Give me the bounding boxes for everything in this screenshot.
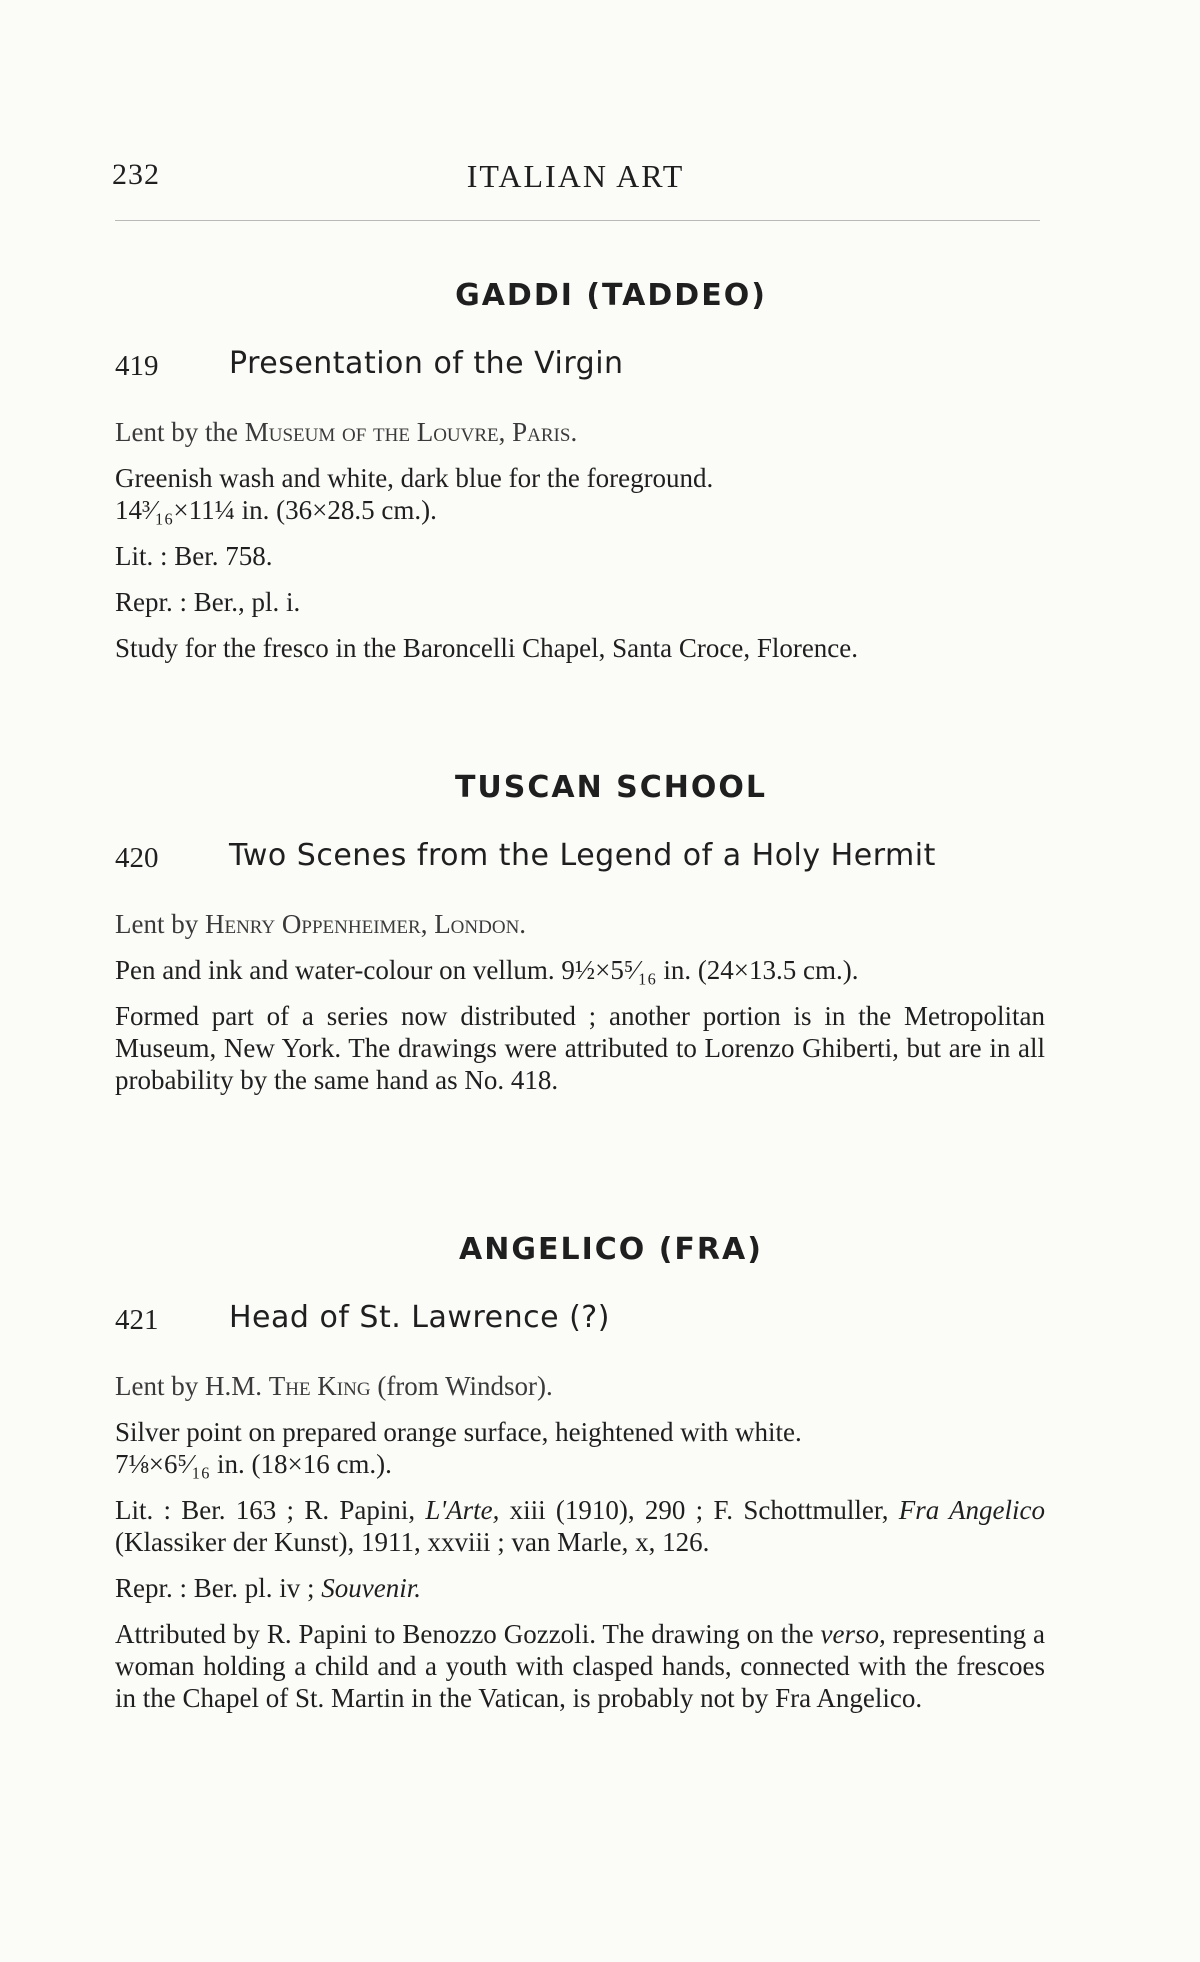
- lent-by-label: Lent by the: [115, 417, 238, 447]
- catalogue-section-gaddi: [115, 278, 1045, 664]
- dimensions-text: 14³⁄₁₆×11¼ in. (36×28.5 cm.).: [115, 495, 437, 525]
- literature-book: Fra Angelico: [898, 1495, 1045, 1525]
- entry-note: Study for the fresco in the Baroncelli Chapel, Santa Croce, Florence.: [115, 633, 859, 663]
- literature-line: Lit. : Ber. 758.: [115, 541, 273, 571]
- lender-name: Henry Oppenheimer, London.: [204, 909, 527, 939]
- reproduction-line: [115, 1572, 1045, 1604]
- running-title: ITALIAN ART: [466, 158, 685, 194]
- lender-name: Museum of the Louvre, Paris.: [244, 417, 578, 447]
- entry-head: [115, 346, 1045, 390]
- literature-part: (Klassiker der Kunst), 1911, xxviii ; van Marle, x, 126.: [115, 1527, 710, 1557]
- catalogue-section-angelico: [115, 1232, 1045, 1714]
- entry-number: 421: [115, 1304, 159, 1336]
- reproduction-line: Repr. : Ber., pl. i.: [115, 587, 301, 617]
- note-part: Attributed by R. Papini to Benozzo Gozzoli. The drawing on the: [115, 1619, 814, 1649]
- note-verso: verso,: [820, 1619, 886, 1649]
- entry-note: [115, 1618, 1045, 1714]
- page-number: 232: [112, 158, 160, 191]
- lent-by-label: Lent by: [115, 909, 199, 939]
- literature-journal: L'Arte,: [425, 1495, 500, 1525]
- medium-description: [115, 462, 1045, 526]
- entry-note: Formed part of a series now distributed ; another portion is in the Metropolitan Museum, New York. The drawings were attributed to Lorenzo Ghiberti, but are in all probability by the same hand as No. 418.: [115, 1001, 1045, 1095]
- lender-line: [115, 908, 1045, 940]
- reproduction-source: Souvenir.: [321, 1573, 421, 1603]
- artist-heading: GADDI (TADDEO): [455, 278, 767, 313]
- medium-description: [115, 1416, 1045, 1480]
- reproduction-part: Repr. : Ber. pl. iv ;: [115, 1573, 315, 1603]
- dimensions-text: 7⅛×6⁵⁄₁₆ in. (18×16 cm.).: [115, 1449, 392, 1479]
- literature-line: [115, 1494, 1045, 1558]
- lender-name: The King: [268, 1371, 371, 1401]
- note-part: representing a woman holding a child and a youth with clasped hands, connected with the frescoes in the Chapel of St. Martin in the Vatican, is probably not by Fra Angelico.: [115, 1619, 1046, 1713]
- entry-head: [115, 1300, 1045, 1344]
- entry-number: 419: [115, 350, 159, 382]
- artist-heading: TUSCAN SCHOOL: [454, 770, 768, 805]
- lent-by-label: Lent by H.M.: [115, 1371, 262, 1401]
- entry-number: 420: [115, 842, 159, 874]
- medium-description: Pen and ink and water-colour on vellum. 9½×5⁵⁄₁₆ in. (24×13.5 cm.).: [115, 955, 859, 985]
- entry-head: [115, 838, 1045, 882]
- lender-line: [115, 1370, 1045, 1402]
- running-head: [108, 158, 1043, 198]
- lender-suffix: (from Windsor).: [377, 1371, 553, 1401]
- header-rule: [115, 220, 1040, 221]
- artist-heading: ANGELICO (FRA): [459, 1232, 763, 1267]
- lender-line: [115, 416, 1045, 448]
- medium-text: Greenish wash and white, dark blue for the foreground.: [115, 463, 714, 493]
- literature-part: Lit. : Ber. 163 ; R. Papini,: [115, 1495, 416, 1525]
- medium-text: Silver point on prepared orange surface, heightened with white.: [115, 1417, 802, 1447]
- entry-title: Presentation of the Virgin: [229, 346, 624, 381]
- catalogue-section-tuscan: [115, 770, 1045, 1096]
- entry-title: Two Scenes from the Legend of a Holy Hermit: [229, 838, 936, 873]
- entry-title: Head of St. Lawrence (?): [229, 1300, 610, 1335]
- literature-part: xiii (1910), 290 ; F. Schottmuller,: [509, 1495, 889, 1525]
